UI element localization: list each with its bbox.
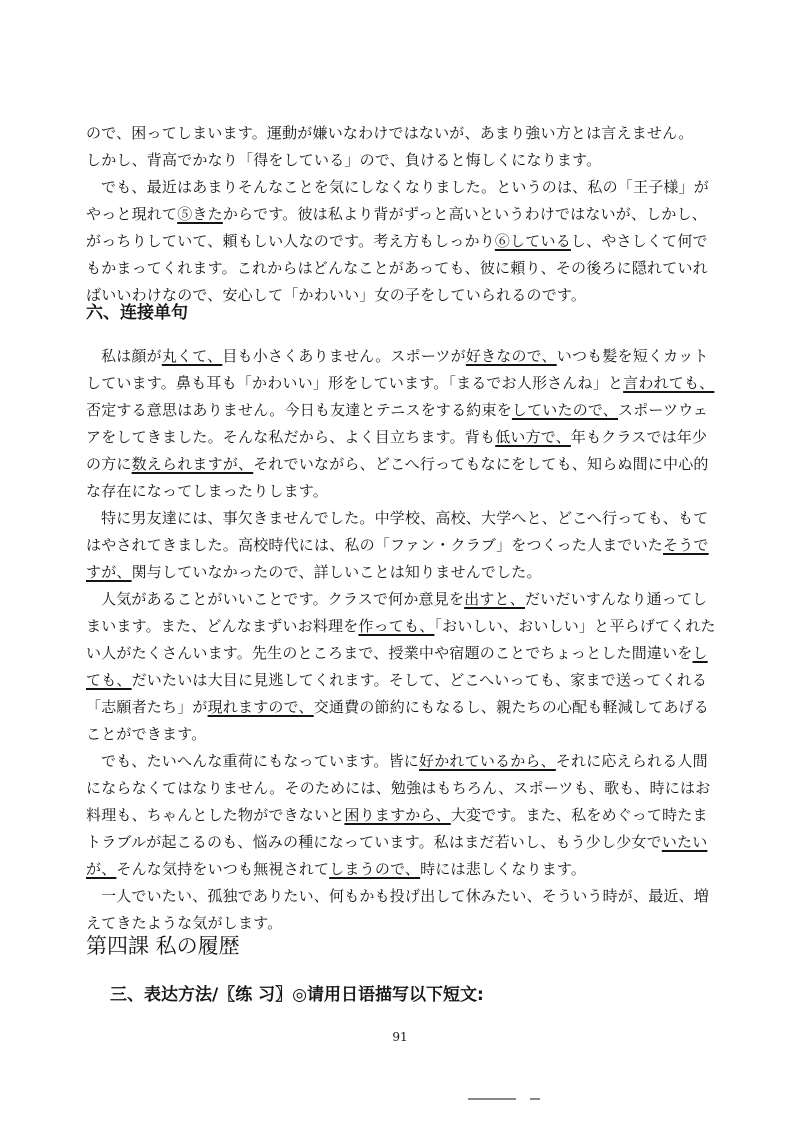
underlined-phrase: 困りますから、 — [344, 806, 451, 824]
underlined-phrase: しまうので、 — [329, 860, 421, 878]
scan-artifact — [530, 1098, 540, 1100]
text-run: 一人でいたい、孤独でありたい、何もかも投げ出して休みたい、そういう時が、最近、増えてきたような気がします。 — [86, 887, 710, 932]
text-run: 「おいしい、おいしい」と平らげてくれたい人がたくさんいます。先生のところまで、授業中や宿題のことでちょっとした間違いを — [86, 617, 716, 662]
text-line: しかし、背高でかなり「得をしている」ので、負けると悔しくになります。 — [86, 151, 602, 169]
underlined-phrase: ⑥している — [494, 232, 571, 250]
section-heading: 六、连接单句 — [86, 303, 188, 323]
underlined-phrase: そうですが、 — [86, 536, 709, 581]
text-run: 関与していなかったので、詳しいことは知りませんでした。 — [131, 563, 542, 581]
paragraph — [86, 174, 716, 309]
lesson-title: 第四課 私の履歴 — [86, 934, 240, 958]
text-run: からです。彼は私より背がずっと高いというわけではないが、しかし、がっちりしていて、頼もしい人なのです。考え方もしっかり — [86, 205, 707, 250]
page-number: 91 — [392, 1030, 408, 1044]
underlined-phrase: ⑤きた — [177, 205, 223, 223]
exercise-instruction: 三、表达方法/〖练 习〗◎请用日语描写以下短文: — [110, 985, 484, 1005]
underlined-phrase: しても、 — [86, 644, 708, 689]
text-run: 否定する意思はありません。今日も友達とテニスをする約束を — [86, 401, 512, 419]
text-run: そんな気持をいつも無視されて — [116, 860, 330, 878]
text-run: だいたいは大目に見逃してくれます。そして、どこへいっても、家まで送ってくれる「志願者たち」が — [86, 671, 708, 716]
underlined-phrase: 数えられますが、 — [131, 455, 254, 473]
text-run: 人気があることがいいことです。クラスで何か意見を — [101, 590, 465, 608]
text-run: でも、最近はあまりそんなことを気にしなくなりました。というのは、私の「王子様」がやっと現れて — [86, 178, 710, 223]
essay-body — [86, 343, 716, 937]
scan-artifact — [468, 1098, 516, 1100]
text-run: 交通費の節約にもなるし、親たちの心配も軽減してあげることができます。 — [86, 698, 709, 743]
underlined-phrase: 作っても、 — [358, 617, 435, 635]
underlined-phrase: 現れますので、 — [207, 698, 314, 716]
text-run: 私は顔が — [101, 347, 162, 365]
paragraph — [86, 505, 716, 586]
paragraph — [86, 120, 716, 174]
text-run: 年もクラスでは年少の方に — [86, 428, 708, 473]
text-run: だいだいすんなり通ってしまいます。また、どんなまずいお料理を — [86, 590, 708, 635]
paragraph — [86, 748, 716, 883]
text-run: いつも髪を短くカットしています。鼻も耳も「かわいい」形をしています。「まるでお人形さんね」と — [86, 347, 709, 392]
underlined-phrase: 言われても、 — [623, 374, 715, 392]
underlined-phrase: 出すと、 — [464, 590, 525, 608]
text-line: ので、困ってしまいます。運動が嫌いなわけではないが、あまり強い方とは言えません。 — [86, 124, 694, 142]
text-run: 大変です。また、私をめぐって時たまトラブルが起こるのも、悩みの種になっています。私はまだ若いし、もう少し少女で — [86, 806, 708, 851]
paragraph — [86, 883, 716, 937]
text-run: それに応えられる人間にならなくてはなりません。そのためには、勉強はもちろん、スポーツも、歌も、時にはお料理も、ちゃんとした物ができないと — [86, 752, 711, 824]
underlined-phrase: 低い方で、 — [495, 428, 571, 446]
text-run: 目も小さくありません。スポーツが — [222, 347, 466, 365]
underlined-phrase: 好きなので、 — [465, 347, 557, 365]
text-run: でも、たいへんな重荷にもなっています。皆に — [101, 752, 420, 770]
text-run: それでいながら、どこへ行ってもなにをしても、知らぬ間に中心的な存在になってしまったりします。 — [86, 455, 709, 500]
paragraph — [86, 343, 716, 505]
underlined-phrase: 好かれているから、 — [419, 752, 556, 770]
paragraph — [86, 586, 716, 748]
text-run: スポーツウェアをしてきました。そんな私だから、よく目立ちます。背も — [86, 401, 709, 446]
underlined-phrase: 丸くて、 — [161, 347, 223, 365]
underlined-phrase: していたので、 — [511, 401, 619, 419]
top-section — [86, 120, 716, 309]
text-run: 特に男友達には、事欠きませんでした。中学校、高校、大学へと、どこへ行っても、もてはやされてきました。高校時代には、私の「ファン・クラブ」をつくった人までいた — [86, 509, 709, 554]
underlined-phrase: いたいが、 — [86, 833, 708, 878]
text-run: 時には悲しくなります。 — [420, 860, 587, 878]
text-run: し、やさしくて何でもかまってくれます。これからはどんなことがあっても、彼に頼り、その後ろに隠れていればいいわけなので、安心して「かわいい」女の子をしていられるのです。 — [86, 232, 708, 304]
